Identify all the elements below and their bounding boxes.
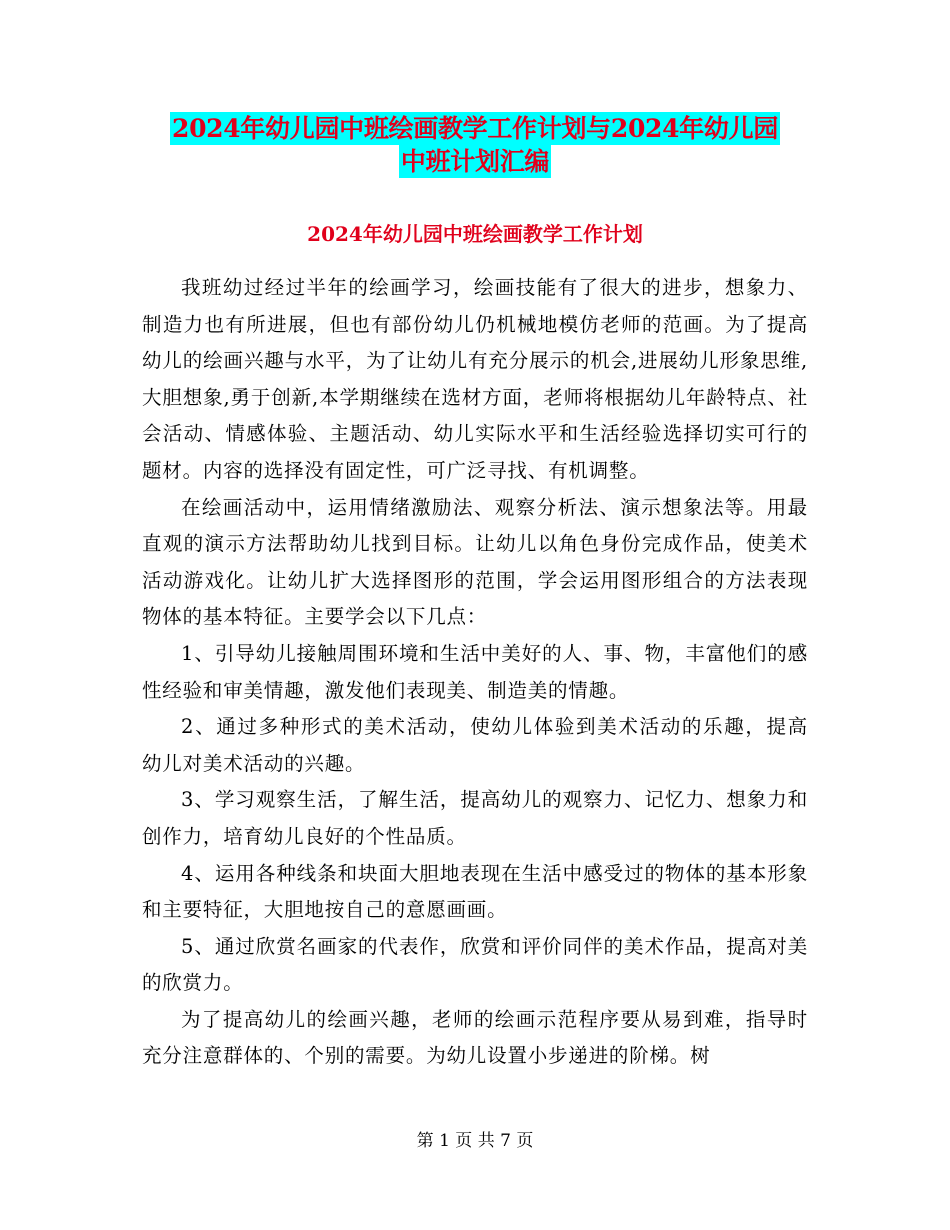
document-title [140, 112, 810, 178]
list-item: 1、引导幼儿接触周围环境和生活中美好的人、事、物，丰富他们的感性经验和审美情趣，激发他们表现美、制造美的情趣。 [142, 641, 808, 702]
list-item: 3、学习观察生活，了解生活，提高幼儿的观察力、记忆力、想象力和创作力，培育幼儿良好的个性品质。 [142, 788, 808, 848]
list-item: 2、通过多种形式的美术活动，使幼儿体验到美术活动的乐趣，提高 幼儿对美术活动的兴趣。 [142, 715, 808, 775]
section-heading: 2024年幼儿园中班绘画教学工作计划 [307, 222, 643, 246]
title-line-2: 中班计划汇编 [400, 147, 550, 176]
body-text [142, 270, 808, 1075]
list-item: 4、运用各种线条和块面大胆地表现在生活中感受过的物体的基本形象和主要特征，大胆地按自己的意愿画画。 [142, 861, 808, 922]
title-line-1: 2024年幼儿园中班绘画教学工作计划与2024年幼儿园 [171, 114, 779, 143]
paragraph: 为了提高幼儿的绘画兴趣，老师的绘画示范程序要从易到难，指导时充分注意群体的、个别的需要。为幼儿设置小步递进的阶梯。树 [142, 1007, 808, 1068]
list-item: 5、通过欣赏名画家的代表作，欣赏和评价同伴的美术作品，提高对美的欣赏力。 [142, 934, 808, 995]
page-footer: 第 1 页 共 7 页 [416, 1131, 534, 1151]
paragraph: 我班幼过经过半年的绘画学习，绘画技能有了很大的进步，想象力、制造力也有所进展，但也有部份幼儿仍机械地模仿老师的范画。为了提高幼儿的绘画兴趣与水平，为了让幼儿有充分展示的机会,进展幼儿形象思维,大胆想象,勇于创新,本学期继续在选材方面，老师将根据幼儿年龄特点、社会活动、情感体验、主题活动、幼儿实际水平和生活经验选择切实可行的题材。内容的选择没有固定性，可广泛寻找、有机调整。 [142, 276, 808, 482]
paragraph: 在绘画活动中，运用情绪激励法、观察分析法、演示想象法等。用最直观的演示方法帮助幼儿找到目标。让幼儿以角色身份完成作品，使美术活动游戏化。让幼儿扩大选择图形的范围，学会运用图形组合的方法表现物体的基本特征。主要学会以下几点： [142, 495, 808, 629]
